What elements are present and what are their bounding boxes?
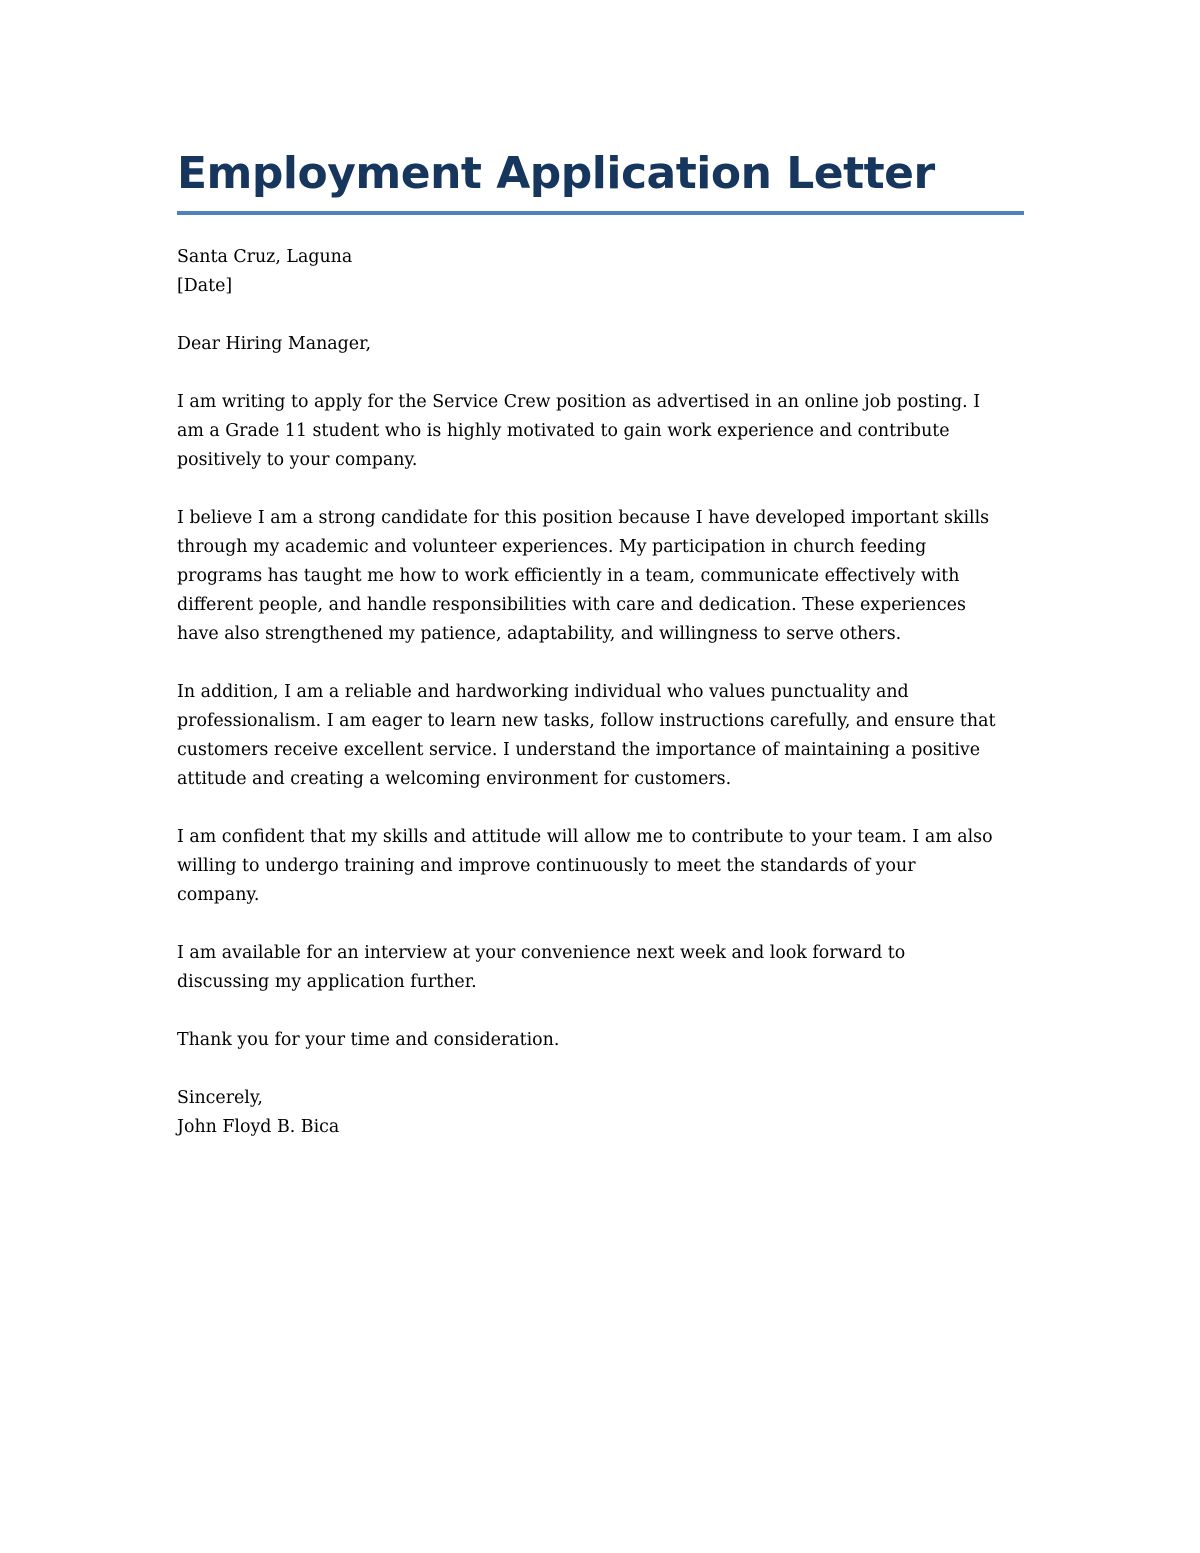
body-paragraph-3 (177, 678, 1024, 794)
body-paragraph-2 (177, 504, 1024, 649)
sender-block (177, 243, 1024, 301)
paragraph-line: have also strengthened my patience, adaptability, and willingness to serve others. (177, 624, 902, 644)
paragraph-line: am a Grade 11 student who is highly motivated to gain work experience and contribute (177, 421, 950, 441)
paragraph-line: programs has taught me how to work efficiently in a team, communicate effectively with (177, 566, 960, 586)
paragraph-line: willing to undergo training and improve continuously to meet the standards of your (177, 856, 916, 876)
paragraph-line: I am writing to apply for the Service Crew position as advertised in an online job posting. I (177, 392, 981, 412)
salutation: Dear Hiring Manager, (177, 334, 372, 354)
paragraph-line: through my academic and volunteer experiences. My participation in church feeding (177, 537, 927, 557)
closing: Sincerely, (177, 1088, 263, 1108)
letter-content (177, 140, 1024, 1142)
paragraph-line: attitude and creating a welcoming environment for customers. (177, 769, 732, 789)
letter-title: Employment Application Letter (177, 148, 935, 199)
paragraph-line: In addition, I am a reliable and hardworking individual who values punctuality and (177, 682, 909, 702)
date-line: [Date] (177, 276, 233, 296)
address-line: Santa Cruz, Laguna (177, 247, 353, 267)
paragraph-line: different people, and handle responsibilities with care and dedication. These experiences (177, 595, 966, 615)
body-paragraph-6 (177, 1026, 1024, 1055)
paragraph-line: positively to your company. (177, 450, 418, 470)
title-underline-rule (177, 211, 1024, 215)
body-paragraph-4 (177, 823, 1024, 910)
signature-name: John Floyd B. Bica (177, 1117, 340, 1137)
paragraph-line: discussing my application further. (177, 972, 477, 992)
signature-block (177, 1084, 1024, 1142)
paragraph-line: I am confident that my skills and attitude will allow me to contribute to your team. I am also (177, 827, 993, 847)
paragraph-line: company. (177, 885, 260, 905)
paragraph-line: I am available for an interview at your convenience next week and look forward to (177, 943, 906, 963)
paragraph-line: Thank you for your time and consideration. (177, 1030, 560, 1050)
paragraph-line: I believe I am a strong candidate for this position because I have developed important skills (177, 508, 990, 528)
body-paragraph-5 (177, 939, 1024, 997)
body-paragraph-1 (177, 388, 1024, 475)
paragraph-line: customers receive excellent service. I understand the importance of maintaining a positive (177, 740, 981, 760)
paragraph-line: professionalism. I am eager to learn new tasks, follow instructions carefully, and ensure that (177, 711, 996, 731)
